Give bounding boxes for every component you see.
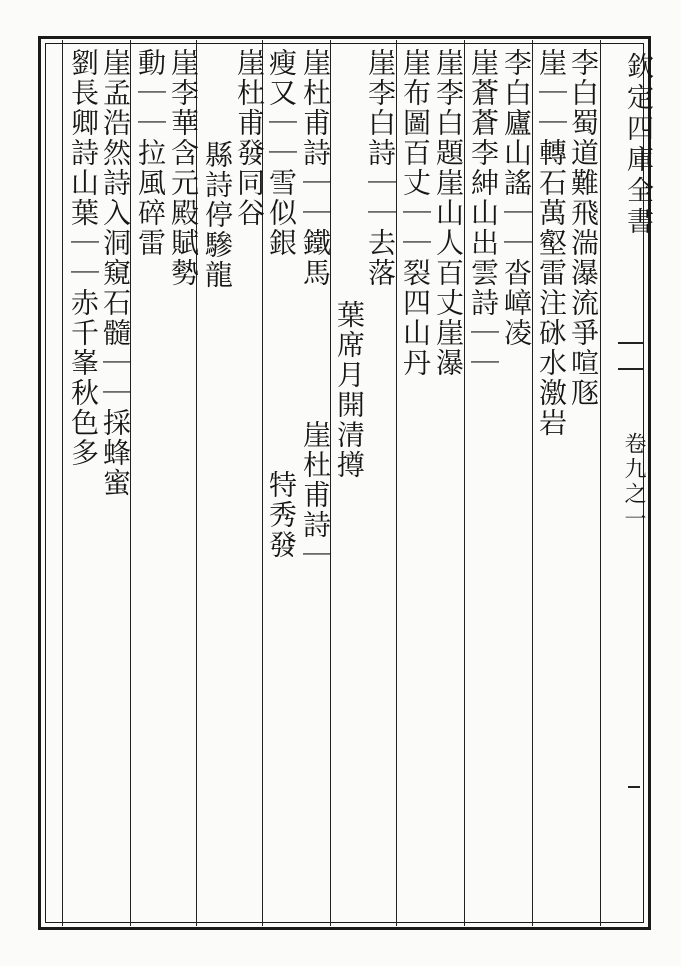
text-column xyxy=(332,520,366,564)
text-column xyxy=(363,520,397,566)
text-column: 李白蜀道難飛湍瀑流爭喧豗 xyxy=(567,48,600,408)
column-rule xyxy=(600,40,601,926)
text-column: 李白廬山謠｜｜沓嶂凌 xyxy=(500,48,533,348)
text-column: 崖｜｜轉石萬壑雷注砯水激岩 xyxy=(535,48,568,438)
text-column: 葉席月開清撙 xyxy=(333,300,366,480)
text-column xyxy=(499,520,533,540)
text-column xyxy=(466,520,500,538)
column-rule xyxy=(62,40,63,926)
text-column: 崖孟浩然詩入洞窺石髓｜｜採蜂蜜 xyxy=(99,48,132,498)
fish-tail-mark xyxy=(618,342,644,370)
text-column: 崖李白詩｜｜去落 xyxy=(364,48,397,288)
text-column xyxy=(264,660,298,670)
text-column xyxy=(98,760,132,766)
text-column: 崖蒼蒼李紳山出雲詩｜｜ xyxy=(467,48,500,378)
text-column: 崖李白題崖山人百丈崖瀑 xyxy=(432,48,465,378)
text-column: 崖杜甫發同谷 xyxy=(233,48,266,228)
margin-rule xyxy=(628,786,640,788)
text-column: 崖布圖百丈｜｜裂四山丹 xyxy=(399,48,432,378)
text-column: 劉長卿詩山葉｜｜赤千峯秋色多 xyxy=(67,48,100,468)
text-column: 縣詩停驂龍 xyxy=(201,140,234,290)
text-column: 瘦又｜｜雪似銀 xyxy=(265,48,298,258)
text-column: 動｜｜拉風碎雷 xyxy=(134,48,167,258)
volume-label: 卷九之一 xyxy=(621,432,646,532)
text-column xyxy=(298,660,332,672)
text-column xyxy=(166,380,200,398)
text-column xyxy=(66,760,100,764)
book-title: 欽定四庫全書 xyxy=(622,52,653,238)
text-column: 崖李華含元殿賦勢 xyxy=(167,48,200,288)
text-column: 崖杜甫詩｜ xyxy=(299,420,332,570)
text-column xyxy=(133,380,167,396)
text-column: 崖杜甫詩｜｜鐵馬 xyxy=(299,48,332,288)
page-margin xyxy=(618,46,653,906)
text-column: 特秀發 xyxy=(265,470,298,560)
